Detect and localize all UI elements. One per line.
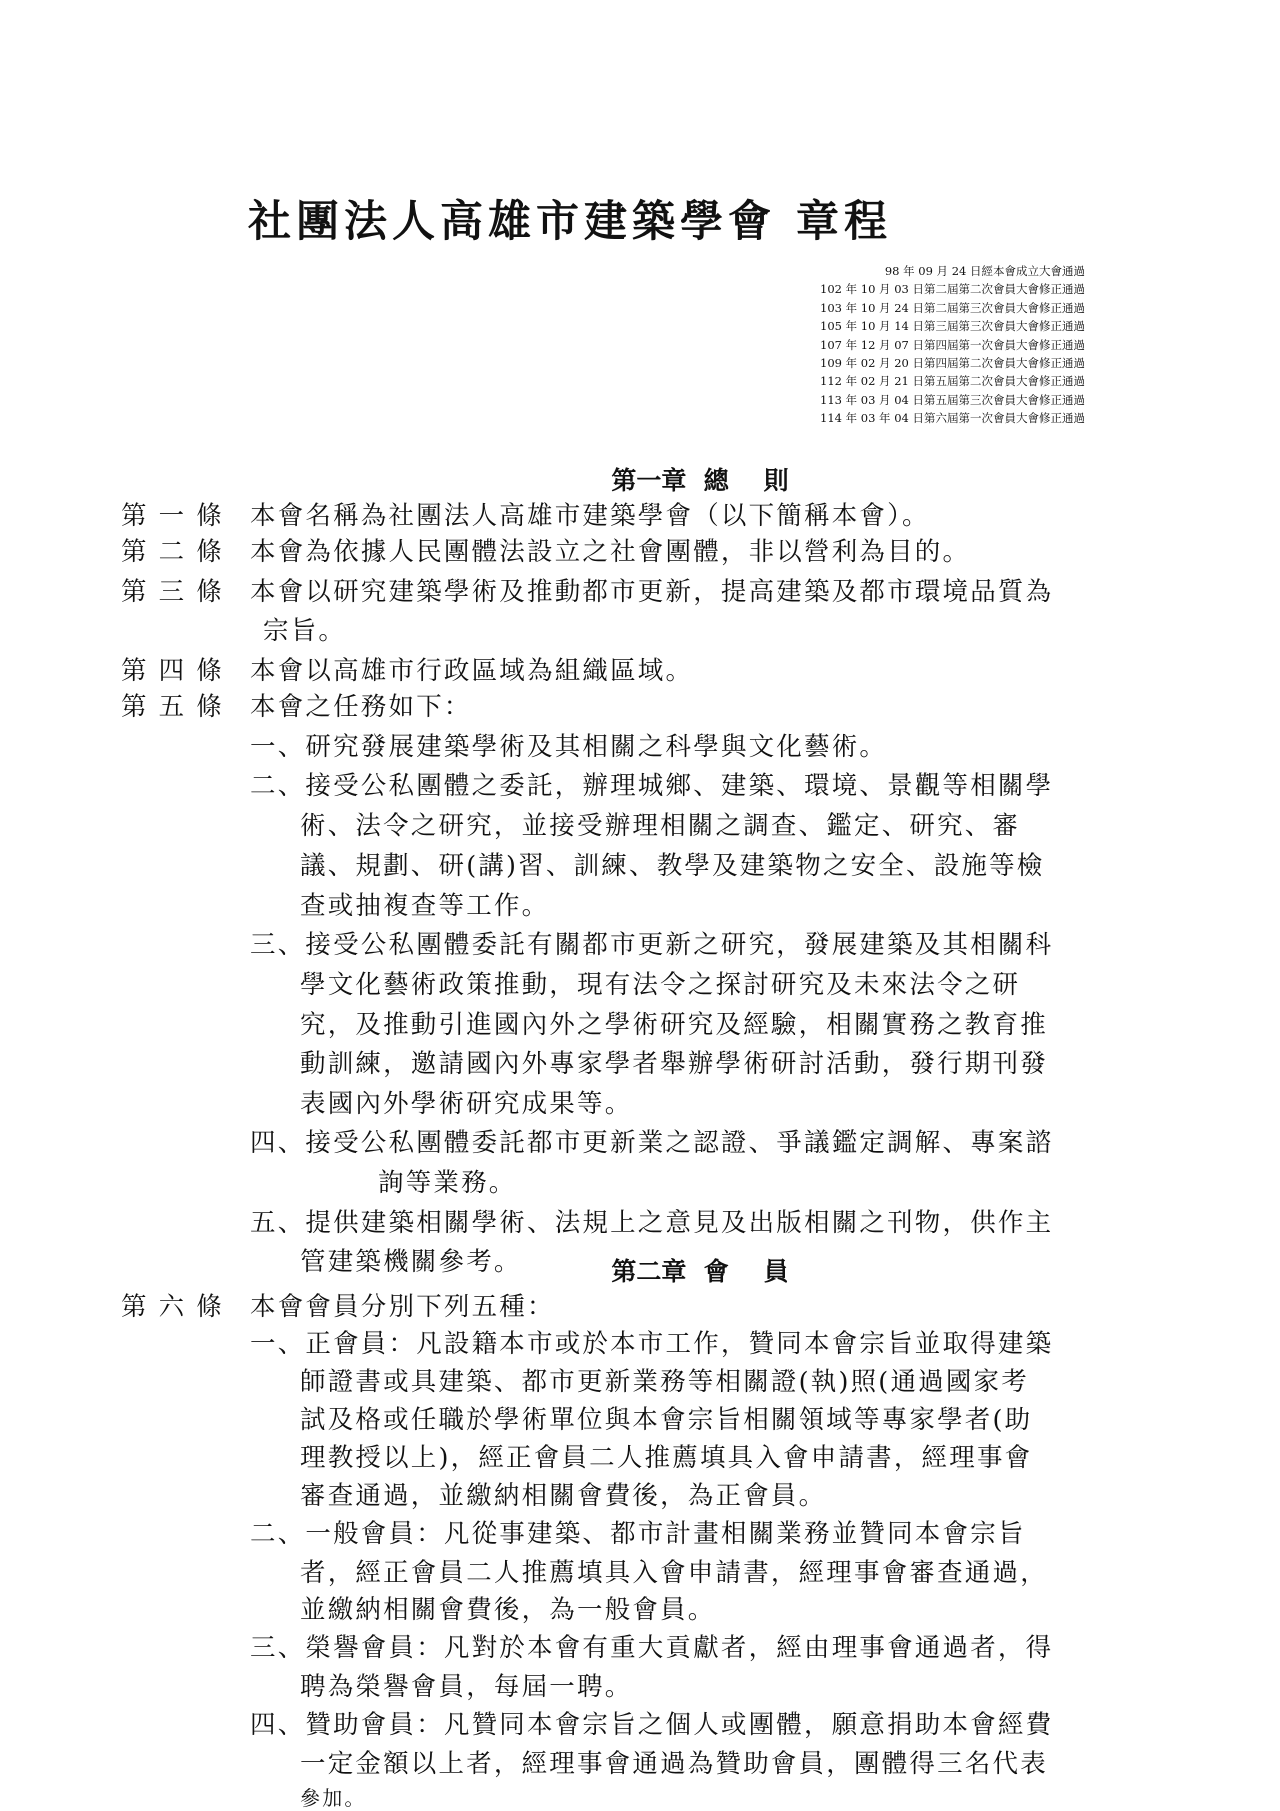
article-3-text-cont: 宗旨。 bbox=[263, 616, 347, 646]
article-6-item-1-cont: 理教授以上)，經正會員二人推薦填具入會申請書，經理事會 bbox=[300, 1443, 1033, 1473]
article-5-text: 本會之任務如下： bbox=[250, 692, 472, 722]
article-6-item-2-cont: 並繳納相關會費後，為一般會員。 bbox=[300, 1595, 716, 1625]
article-3-text: 本會以研究建築學術及推動都市更新，提高建築及都市環境品質為 bbox=[250, 577, 1054, 607]
history-line: 102 年 10 月 03 日第二屆第二次會員大會修正通過 bbox=[820, 282, 1085, 297]
history-line: 114 年 03 年 04 日第六屆第一次會員大會修正通過 bbox=[820, 411, 1085, 426]
article-5-item-2: 二、接受公私團體之委託，辦理城鄉、建築、環境、景觀等相關學 bbox=[250, 771, 1054, 801]
article-2-text: 本會為依據人民團體法設立之社會團體，非以營利為目的。 bbox=[250, 537, 971, 567]
article-5-item-2-cont: 查或抽複查等工作。 bbox=[300, 891, 550, 921]
history-line: 112 年 02 月 21 日第五屆第二次會員大會修正通過 bbox=[820, 374, 1085, 389]
article-6-text: 本會會員分別下列五種： bbox=[250, 1292, 555, 1322]
article-label-4: 第 四 條 bbox=[121, 656, 224, 686]
article-label-3: 第 三 條 bbox=[121, 577, 224, 607]
article-6-item-3-cont: 聘為榮譽會員，每屆一聘。 bbox=[300, 1672, 633, 1702]
article-5-item-3-cont: 表國內外學術研究成果等。 bbox=[300, 1089, 633, 1119]
history-line: 109 年 02 月 20 日第四屆第二次會員大會修正通過 bbox=[820, 356, 1085, 371]
article-4-text: 本會以高雄市行政區域為組織區域。 bbox=[250, 656, 694, 686]
chapter-heading-1: 第一章 總 則 bbox=[611, 466, 789, 495]
article-5-item-3-cont: 學文化藝術政策推動，現有法令之探討研究及未來法令之研 bbox=[300, 970, 1021, 1000]
article-1-text: 本會名稱為社團法人高雄市建築學會（以下簡稱本會）。 bbox=[250, 501, 930, 531]
article-label-1: 第 一 條 bbox=[121, 501, 224, 531]
article-5-item-3: 三、接受公私團體委託有關都市更新之研究，發展建築及其相關科 bbox=[250, 930, 1054, 960]
article-5-item-3-cont: 動訓練，邀請國內外專家學者舉辦學術研討活動，發行期刊發 bbox=[300, 1049, 1048, 1079]
article-5-item-4: 四、接受公私團體委託都市更新業之認證、爭議鑑定調解、專案諮 bbox=[250, 1128, 1054, 1158]
history-line: 105 年 10 月 14 日第三屆第三次會員大會修正通過 bbox=[820, 319, 1085, 334]
chapter-heading-2: 第二章 會 員 bbox=[611, 1257, 789, 1286]
article-label-2: 第 二 條 bbox=[121, 537, 224, 567]
article-5-item-4-cont: 詢等業務。 bbox=[378, 1168, 517, 1198]
article-6-item-2-cont: 者，經正會員二人推薦填具入會申請書，經理事會審查通過， bbox=[300, 1558, 1048, 1588]
article-6-item-4-cont: 參加。 bbox=[300, 1786, 367, 1810]
article-label-5: 第 五 條 bbox=[121, 692, 224, 722]
article-6-item-1: 一、正會員：凡設籍本市或於本市工作，贊同本會宗旨並取得建築 bbox=[250, 1329, 1054, 1359]
article-6-item-1-cont: 試及格或任職於學術單位與本會宗旨相關領域等專家學者(助 bbox=[300, 1405, 1033, 1435]
history-line: 107 年 12 月 07 日第四屆第一次會員大會修正通過 bbox=[820, 337, 1085, 352]
article-6-item-2: 二、一般會員：凡從事建築、都市計畫相關業務並贊同本會宗旨 bbox=[250, 1519, 1026, 1549]
amendment-history bbox=[700, 262, 1085, 428]
article-6-item-1-cont: 師證書或具建築、都市更新業務等相關證(執)照(通過國家考 bbox=[300, 1367, 1029, 1397]
history-line: 113 年 03 月 04 日第五屆第三次會員大會修正通過 bbox=[820, 392, 1085, 407]
article-5-item-5: 五、提供建築相關學術、法規上之意見及出版相關之刊物，供作主 bbox=[250, 1208, 1054, 1238]
article-5-item-2-cont: 議、規劃、研(講)習、訓練、教學及建築物之安全、設施等檢 bbox=[300, 851, 1045, 881]
article-5-item-1: 一、研究發展建築學術及其相關之科學與文化藝術。 bbox=[250, 732, 888, 762]
article-5-item-3-cont: 究，及推動引進國內外之學術研究及經驗，相關實務之教育推 bbox=[300, 1010, 1048, 1040]
article-6-item-3: 三、榮譽會員：凡對於本會有重大貢獻者，經由理事會通過者，得 bbox=[250, 1633, 1054, 1663]
article-6-item-4: 四、贊助會員：凡贊同本會宗旨之個人或團體，願意捐助本會經費 bbox=[250, 1710, 1054, 1740]
article-label-6: 第 六 條 bbox=[121, 1292, 224, 1322]
article-5-item-5-cont: 管建築機關參考。 bbox=[300, 1247, 522, 1277]
history-line: 98 年 09 月 24 日經本會成立大會通過 bbox=[884, 264, 1085, 278]
article-6-item-4-cont: 一定金額以上者，經理事會通過為贊助會員，團體得三名代表 bbox=[300, 1749, 1048, 1779]
article-6-item-1-cont: 審查通過，並繳納相關會費後，為正會員。 bbox=[300, 1481, 827, 1511]
document-title: 社團法人高雄市建築學會 章程 bbox=[248, 197, 892, 247]
history-line: 103 年 10 月 24 日第二屆第三次會員大會修正通過 bbox=[820, 300, 1085, 315]
article-5-item-2-cont: 術、法令之研究，並接受辦理相關之調查、鑑定、研究、審 bbox=[300, 811, 1021, 841]
